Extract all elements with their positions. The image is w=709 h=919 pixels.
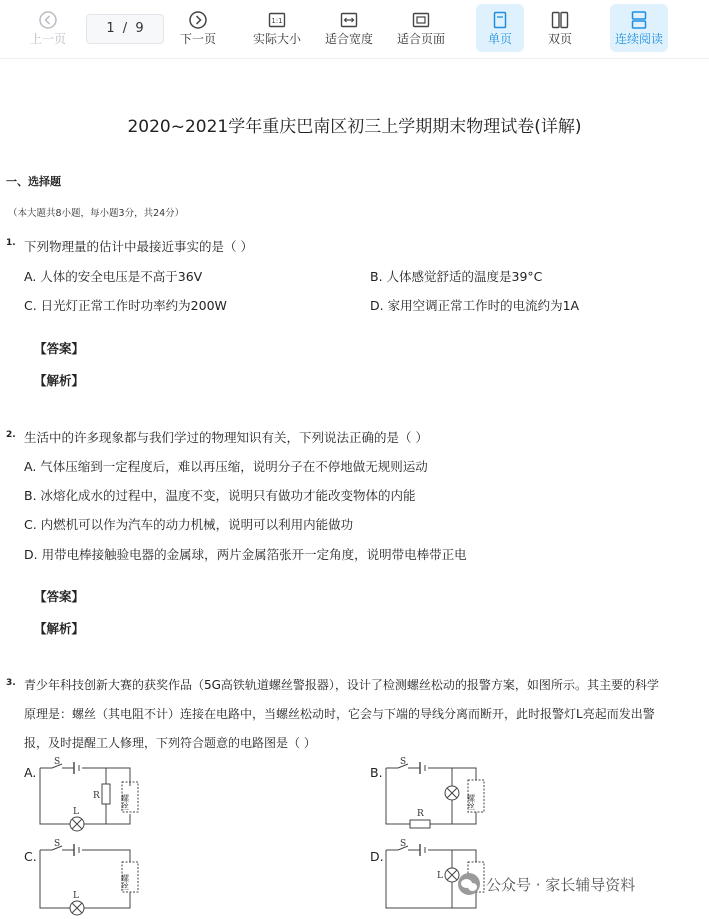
wechat-icon [458, 873, 480, 895]
screw-label: 螺丝 [466, 794, 476, 810]
fit-page-label: 适合页面 [396, 32, 445, 46]
single-page-icon [490, 10, 510, 30]
continuous-read-label: 连续阅读 [614, 32, 663, 46]
chevron-right-icon [188, 10, 208, 30]
next-page-button[interactable] [174, 4, 222, 52]
question-number: 2. [6, 430, 16, 440]
svg-text:1:1: 1:1 [271, 17, 283, 25]
fit-width-label: 适合宽度 [324, 32, 373, 46]
resistor-symbol: R [417, 809, 424, 819]
prev-page-button[interactable] [24, 4, 72, 52]
viewer-toolbar [0, 0, 709, 59]
page-separator: / [122, 21, 128, 36]
option-c: C. 内燃机可以作为汽车的动力机械，说明可以利用内能做功 [24, 517, 354, 532]
circuit-diagram-b [382, 756, 492, 836]
circuit-b-label: B. [370, 765, 383, 780]
question-number: 1. [6, 238, 16, 248]
actual-size-button[interactable] [248, 4, 306, 52]
fit-page-icon [411, 10, 431, 30]
fit-page-button[interactable] [392, 4, 450, 52]
continuous-read-button[interactable] [610, 4, 668, 52]
watermark-text: 公众号 · 家长辅导资料 [486, 875, 636, 894]
circuit-d-label: D. [370, 849, 384, 864]
resistor-symbol: R [93, 791, 100, 801]
double-page-button[interactable] [536, 4, 584, 52]
question-stem: 下列物理量的估计中最接近事实的是（ ） [24, 239, 253, 254]
question-stem: 生活中的许多现象都与我们学过的物理知识有关，下列说法正确的是（ ） [24, 430, 428, 445]
circuit-c-label: C. [24, 849, 37, 864]
single-page-button[interactable] [476, 4, 524, 52]
option-b: B. 人体感觉舒适的温度是39°C [370, 269, 543, 284]
chevron-left-icon [38, 10, 58, 30]
double-page-label: 双页 [547, 32, 572, 46]
circuit-diagram-a [36, 756, 146, 836]
actual-size-icon [267, 10, 287, 30]
single-page-label: 单页 [487, 32, 512, 46]
continuous-read-icon [629, 10, 649, 30]
current-page: 1 [106, 21, 115, 36]
screw-label: 螺丝 [120, 794, 130, 810]
question-stem-line-1: 青少年科技创新大赛的获奖作品（5G高铁轨道螺丝警报器），设计了检测螺丝松动的报警方案，如图所示。其主要的科学 [24, 678, 659, 692]
lamp-symbol: L [437, 871, 443, 881]
option-a: A. 气体压缩到一定程度后，难以再压缩，说明分子在不停地做无规则运动 [24, 459, 428, 474]
switch-symbol: S [54, 839, 61, 849]
actual-size-label: 实际大小 [252, 32, 301, 46]
analysis-label: 【解析】 [34, 621, 85, 636]
document-title: 2020~2021学年重庆巴南区初三上学期期末物理试卷(详解) [127, 117, 582, 137]
total-pages: 9 [135, 21, 144, 36]
answer-label: 【答案】 [34, 341, 85, 356]
option-c: C. 日光灯正常工作时功率约为200W [24, 298, 227, 313]
circuit-a-label: A. [24, 765, 37, 780]
fit-width-icon [339, 10, 359, 30]
switch-symbol: S [400, 757, 407, 767]
double-page-icon [550, 10, 570, 30]
screw-label: 螺丝 [120, 874, 130, 890]
switch-symbol: S [54, 757, 61, 767]
section-heading: 一、选择题 [6, 175, 61, 188]
lamp-symbol: L [73, 807, 79, 817]
circuit-diagram-c [36, 838, 146, 918]
question-stem-line-2: 原理是：螺丝（其电阻不计）连接在电路中，当螺丝松动时，它会与下端的导线分离而断开，此时报警灯L亮起而发出警 [24, 707, 655, 721]
section-note: （本大题共8小题，每小题3分，共24分） [8, 208, 185, 219]
option-a: A. 人体的安全电压是不高于36V [24, 269, 203, 284]
analysis-label: 【解析】 [34, 373, 85, 388]
prev-page-label: 上一页 [29, 32, 66, 46]
fit-width-button[interactable] [320, 4, 378, 52]
switch-symbol: S [400, 839, 407, 849]
question-stem-line-3: 报，及时提醒工人修理，下列符合题意的电路图是（ ） [24, 736, 316, 750]
question-number: 3. [6, 678, 16, 688]
answer-label: 【答案】 [34, 589, 85, 604]
option-d: D. 用带电棒接触验电器的金属球，两片金属箔张开一定角度，说明带电棒带正电 [24, 547, 467, 562]
page-number-input[interactable] [86, 14, 164, 44]
lamp-symbol: L [73, 891, 79, 901]
option-b: B. 冰熔化成水的过程中，温度不变，说明只有做功才能改变物体的内能 [24, 488, 416, 503]
watermark [458, 873, 635, 895]
next-page-label: 下一页 [179, 32, 216, 46]
option-d: D. 家用空调正常工作时的电流约为1A [370, 298, 580, 313]
